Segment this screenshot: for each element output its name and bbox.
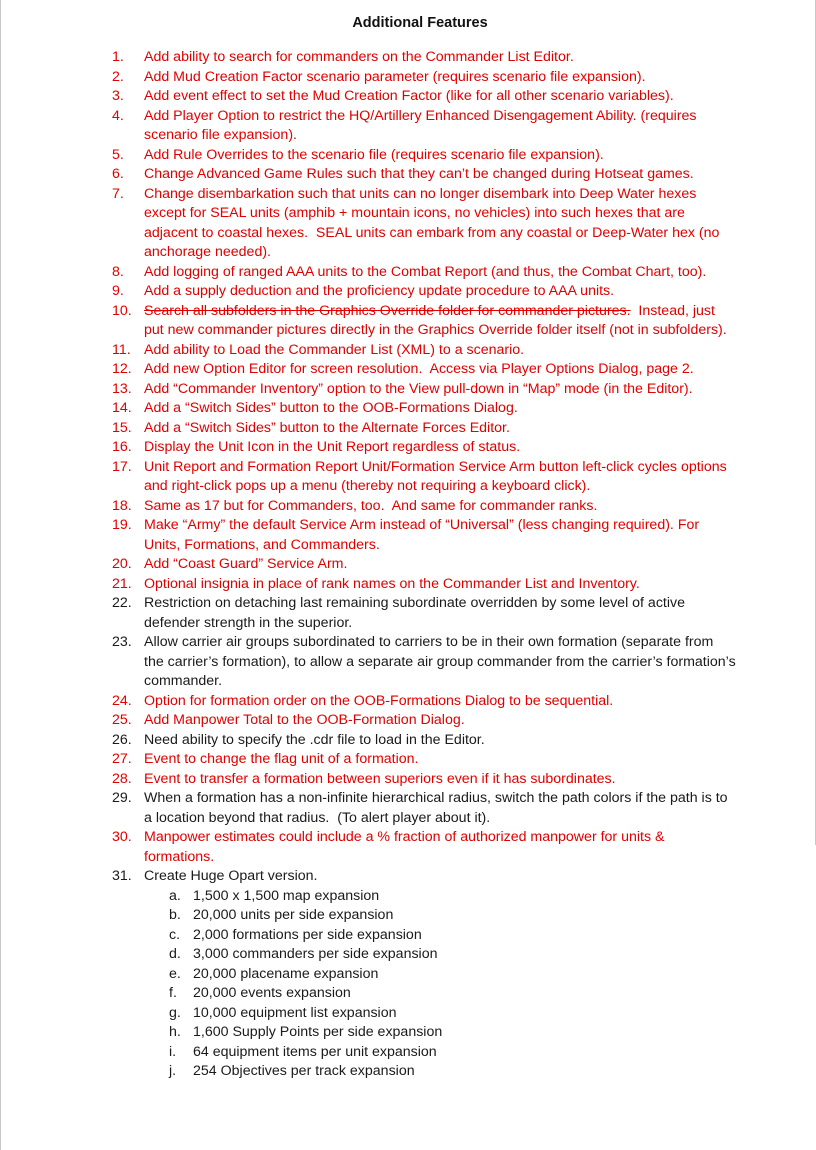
list-item-number: 1.	[112, 49, 124, 65]
list-item-number: 31.	[112, 868, 132, 884]
sub-list-item	[144, 1043, 736, 1063]
list-item	[0, 282, 816, 302]
sub-list-item	[144, 1062, 736, 1082]
sub-list-letter: f.	[169, 985, 177, 1001]
sub-list-text: 10,000 equipment list expansion	[193, 1004, 397, 1021]
list-item	[0, 750, 816, 770]
list-item	[0, 68, 816, 88]
list-item-number: 22.	[112, 595, 132, 611]
list-item-text: Change Advanced Game Rules such that they can’t be changed during Hotseat games.	[144, 166, 694, 182]
list-item-text: Option for formation order on the OOB-Formations Dialog to be sequential.	[144, 692, 614, 709]
list-item-number: 11.	[112, 341, 131, 358]
list-item-text: Make “Army” the default Service Arm instead of “Universal” (less changing required). For Units, Formations, and Commanders.	[144, 517, 704, 553]
sub-list-item	[144, 965, 736, 985]
list-item-number: 26.	[112, 731, 132, 748]
list-item-text: Instead, just put new commander pictures directly in the Graphics Override folder itself (not in subfolders).	[144, 302, 727, 338]
list-item-number: 15.	[112, 419, 132, 436]
list-item	[0, 341, 816, 361]
list-item-text: Add logging of ranged AAA units to the Combat Report (and thus, the Combat Chart, too).	[144, 263, 707, 280]
list-item	[0, 399, 816, 419]
sub-list-letter: h.	[169, 1024, 181, 1040]
list-item-text: Add Mud Creation Factor scenario parameter (requires scenario file expansion).	[144, 68, 646, 85]
list-item-text: When a formation has a non-infinite hierarchical radius, switch the path colors if the path is to a location beyond that radius. (To alert player about it).	[144, 790, 732, 826]
list-item-number: 7.	[112, 185, 124, 202]
list-item-number: 29.	[112, 790, 132, 806]
sub-list-text: 20,000 events expansion	[193, 985, 351, 1001]
list-item-text: Restriction on detaching last remaining subordinate overridden by some level of active defender strength in the superior.	[144, 595, 689, 631]
sub-list-text: 20,000 units per side expansion	[193, 907, 394, 923]
document-title: Additional Features	[352, 15, 488, 31]
sub-list-item	[144, 906, 736, 926]
sub-list-text: 1,500 x 1,500 map expansion	[193, 887, 380, 904]
list-item-text: Display the Unit Icon in the Unit Report regardless of status.	[144, 439, 521, 455]
list-item	[0, 731, 816, 751]
sub-list-item	[144, 984, 736, 1004]
list-item-text: Add ability to Load the Commander List (XML) to a scenario.	[144, 341, 525, 358]
list-item-number: 2.	[112, 68, 124, 85]
list-item-text: Add a supply deduction and the proficiency update procedure to AAA units.	[144, 283, 615, 299]
list-item-text: Unit Report and Formation Report Unit/Formation Service Arm button left-click cycles options and right-click pops up a menu (thereby not requiring a keyboard click).	[144, 458, 731, 494]
sub-list-letter: d.	[169, 946, 181, 962]
list-item-number: 25.	[112, 712, 132, 728]
list-item	[0, 789, 816, 828]
list-item-number: 30.	[112, 829, 132, 845]
list-item-text: Add ability to search for commanders on the Commander List Editor.	[144, 49, 574, 65]
list-item-number: 19.	[112, 517, 132, 533]
list-item-number: 20.	[112, 556, 132, 572]
list-item	[0, 146, 816, 166]
list-item-text: Event to change the flag unit of a formation.	[144, 751, 419, 767]
list-item-number: 6.	[112, 166, 124, 182]
sub-list-letter: b.	[169, 907, 181, 923]
list-item	[0, 594, 816, 633]
list-item-text: Add Manpower Total to the OOB-Formation Dialog.	[144, 712, 465, 728]
sub-list-letter: c.	[169, 926, 181, 943]
list-item	[0, 185, 816, 263]
list-item-number: 14.	[112, 400, 132, 416]
list-item	[0, 770, 816, 790]
list-item	[0, 438, 816, 458]
list-item	[0, 419, 816, 439]
list-item-text: Need ability to specify the .cdr file to load in the Editor.	[144, 731, 485, 748]
list-item	[0, 633, 816, 692]
list-item-text: Add “Commander Inventory” option to the View pull-down in “Map” mode (in the Editor).	[144, 380, 693, 397]
sub-list-letter: j.	[169, 1063, 177, 1079]
list-item-number: 8.	[112, 263, 124, 280]
list-item-number: 23.	[112, 634, 132, 650]
list-item-text: Optional insignia in place of rank names on the Commander List and Inventory.	[144, 575, 640, 592]
list-item-number: 17.	[112, 458, 132, 475]
sub-list-text: 20,000 placename expansion	[193, 965, 379, 982]
list-item-number: 18.	[112, 497, 132, 514]
sub-list-item	[144, 1004, 736, 1024]
sub-list-letter: i.	[169, 1043, 177, 1060]
list-item	[0, 867, 816, 1082]
sub-list-item	[144, 1023, 736, 1043]
sub-list-item	[144, 926, 736, 946]
list-item-number: 3.	[112, 88, 124, 104]
list-item-text: Add “Coast Guard” Service Arm.	[144, 556, 348, 572]
list-item-number: 4.	[112, 107, 124, 124]
list-item-text: Add Player Option to restrict the HQ/Artillery Enhanced Disengagement Ability. (requires scenario file expansion).	[144, 107, 701, 143]
sub-list-letter: a.	[169, 887, 181, 904]
list-item-text: Add a “Switch Sides” button to the Alternate Forces Editor.	[144, 419, 510, 436]
list-item	[0, 107, 816, 146]
sub-list-letter: e.	[169, 965, 181, 982]
sub-list	[144, 887, 736, 1082]
list-item	[0, 497, 816, 517]
list-item-text: Allow carrier air groups subordinated to carriers to be in their own formation (separate from the carrier’s formation), to allow a separate air group commander from the carrier’s formation’s commander.	[144, 634, 740, 689]
struck-text: Search all subfolders in the Graphics Override folder for commander pictures.	[144, 302, 631, 319]
list-item-number: 21.	[112, 575, 132, 592]
list-item-number: 10.	[112, 302, 132, 319]
list-item	[0, 828, 816, 867]
sub-list-text: 2,000 formations per side expansion	[193, 926, 422, 943]
list-item	[0, 87, 816, 107]
sub-list-text: 64 equipment items per unit expansion	[193, 1043, 437, 1060]
list-item	[0, 692, 816, 712]
list-item-number: 5.	[112, 146, 124, 163]
list-item-text: Same as 17 but for Commanders, too. And same for commander ranks.	[144, 497, 598, 514]
sub-list-letter: g.	[169, 1004, 181, 1021]
list-item-text: Change disembarkation such that units can no longer disembark into Deep Water hexes except for SEAL units (amphib + mountain icons, no vehicles) into such hexes that are adjacent to coastal hexes. SEAL units can embark from any coastal or Deep-Water hex (no anchorage needed).	[144, 185, 724, 260]
list-item-number: 24.	[112, 692, 132, 709]
sub-list-text: 1,600 Supply Points per side expansion	[193, 1024, 443, 1040]
list-item-text: Add a “Switch Sides” button to the OOB-Formations Dialog.	[144, 400, 518, 416]
list-item	[0, 458, 816, 497]
list-item	[0, 516, 816, 555]
feature-list	[0, 48, 816, 1082]
list-item	[0, 263, 816, 283]
list-item-text: Add Rule Overrides to the scenario file (requires scenario file expansion).	[144, 146, 604, 163]
sub-list-item	[144, 887, 736, 907]
sub-list-text: 3,000 commanders per side expansion	[193, 946, 438, 962]
list-item-number: 16.	[112, 439, 132, 455]
sub-list-text: 254 Objectives per track expansion	[193, 1063, 415, 1079]
list-item	[0, 302, 816, 341]
list-item-text: Add event effect to set the Mud Creation Factor (like for all other scenario variables).	[144, 88, 674, 104]
list-item	[0, 360, 816, 380]
list-item-text: Create Huge Opart version.	[144, 868, 318, 884]
list-item	[0, 380, 816, 400]
list-item-text: Add new Option Editor for screen resolution. Access via Player Options Dialog, page 2.	[144, 361, 694, 377]
list-item-number: 27.	[112, 751, 132, 767]
list-item-text: Event to transfer a formation between superiors even if it has subordinates.	[144, 770, 616, 787]
list-item-number: 13.	[112, 380, 132, 397]
list-item	[0, 555, 816, 575]
list-item	[0, 48, 816, 68]
sub-list-item	[144, 945, 736, 965]
list-item-number: 9.	[112, 283, 124, 299]
list-item-number: 28.	[112, 770, 132, 787]
list-item	[0, 165, 816, 185]
list-item-number: 12.	[112, 361, 132, 377]
list-item	[0, 575, 816, 595]
list-item-text: Manpower estimates could include a % fraction of authorized manpower for units & formations.	[144, 829, 669, 865]
list-item	[0, 711, 816, 731]
